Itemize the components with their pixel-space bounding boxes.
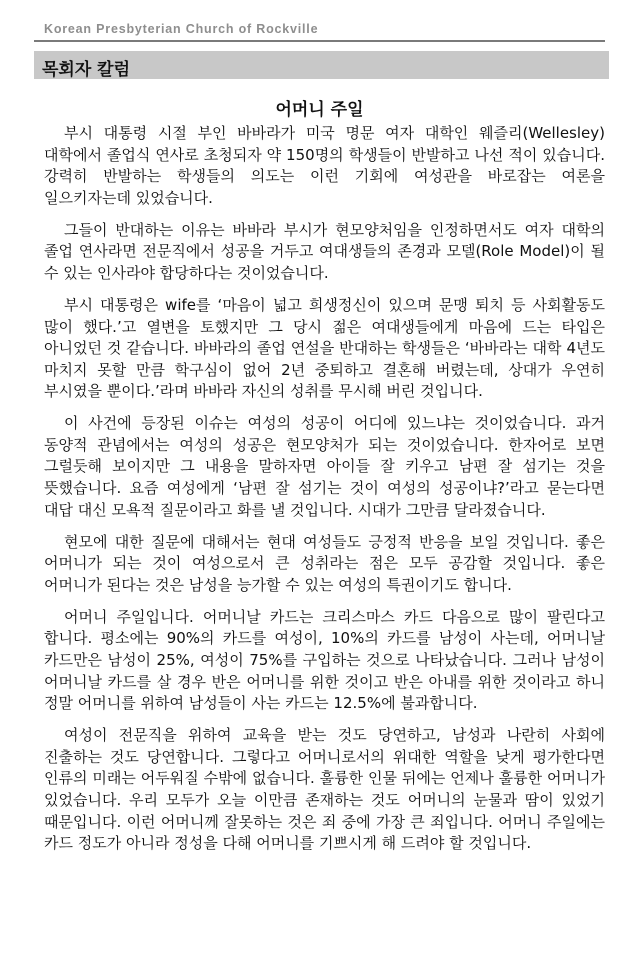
article-title: 어머니 주일 bbox=[275, 100, 364, 120]
section-title: 목회자 칼럼 bbox=[34, 51, 609, 79]
article-paragraph: 부시 대통령 시절 부인 바바라가 미국 명문 여자 대학인 웨즐리(Wellesley)대학에서 졸업식 연사로 초청되자 약 150명의 학생들이 반발하고 나선 적이 있습니다. 강력히 반발하는 학생들의 의도는 이런 기회에 여성관을 바로잡는 여론을 일으키자는데 있었습니다. bbox=[44, 124, 605, 207]
article-body bbox=[44, 123, 605, 865]
header-divider bbox=[34, 40, 605, 42]
article-paragraph: 어머니 주일입니다. 어머니날 카드는 크리스마스 카드 다음으로 많이 팔린다고 합니다. 평소에는 90%의 카드를 여성이, 10%의 카드를 남성이 사는데, 어머니날 카드만은 남성이 25%, 여성이 75%를 구입하는 것으로 나타났습니다. 그러나 남성이 어머니날 카드를 살 경우 반은 어머니를 위한 것이고 반은 아내를 위한 것이라고 하니 정말 어머니를 위하여 남성들이 사는 카드는 12.5%에 불과합니다. bbox=[44, 607, 605, 713]
article-paragraph: 이 사건에 등장된 이슈는 여성의 성공이 어디에 있느냐는 것이었습니다. 과거 동양적 관념에서는 여성의 성공은 현모양처가 되는 것이었습니다. 한자어로 보면 그럴듯해 보이지만 그 내용을 말하자면 아이들 잘 키우고 남편 잘 섬기는 것을 뜻했습니다. 요즘 여성에게 ‘남편 잘 섬기는 것이 여성의 성공이냐?’라고 묻는다면 대답 대신 모욕적 질문이라고 화를 낼 것입니다. 시대가 그만큼 달라졌습니다. bbox=[44, 414, 605, 519]
article-paragraph: 현모에 대한 질문에 대해서는 현대 여성들도 긍정적 반응을 보일 것입니다. 좋은 어머니가 되는 것이 여성으로서 큰 성취라는 점은 모두 공감할 것입니다. 좋은 어머니가 된다는 것은 남성을 능가할 수 있는 여성의 특권이기도 합니다. bbox=[44, 532, 605, 594]
article-paragraph: 여성이 전문직을 위하여 교육을 받는 것도 당연하고, 남성과 나란히 사회에 진출하는 것도 당연합니다. 그렇다고 어머니로서의 위대한 역할을 낮게 평가한다면 인류의 미래는 어두워질 수밖에 없습니다. 훌륭한 인물 뒤에는 언제나 훌륭한 어머니가 있었습니다. 우리 모두가 오늘 이만큼 존재하는 것도 어머니의 눈물과 땀이 있었기 때문입니다. 이런 어머니께 잘못하는 것은 죄 중에 가장 큰 죄입니다. 어머니 주일에는 카드 정도가 아니라 정성을 다해 어머니를 기쁘시게 해 드려야 할 것입니다. bbox=[44, 726, 605, 853]
article-paragraph: 부시 대통령은 wife를 ‘마음이 넓고 희생정신이 있으며 문맹 퇴치 등 사회활동도 많이 했다.’고 열변을 토했지만 그 당시 젊은 여대생들에게 마음에 드는 타입은 아니었던 것 같습니다. 바바라의 졸업 연설을 반대하는 학생들은 ‘바바라는 대학 4년도 마치지 못할 만큼 학구심이 없어 2년 중퇴하고 결혼해 버렸는데, 상대가 우연히 부시였을 뿐이다.’라며 바바라 자신의 성취를 무시해 버린 것입니다. bbox=[44, 295, 605, 401]
church-name: Korean Presbyterian Church of Rockville bbox=[44, 22, 319, 36]
article-paragraph: 그들이 반대하는 이유는 바바라 부시가 현모양처임을 인정하면서도 여자 대학의 졸업 연사라면 전문직에서 성공을 거두고 여대생들의 존경과 모델(Role Model)이 될 수 있는 인사라야 합당하다는 것이었습니다. bbox=[44, 220, 605, 282]
